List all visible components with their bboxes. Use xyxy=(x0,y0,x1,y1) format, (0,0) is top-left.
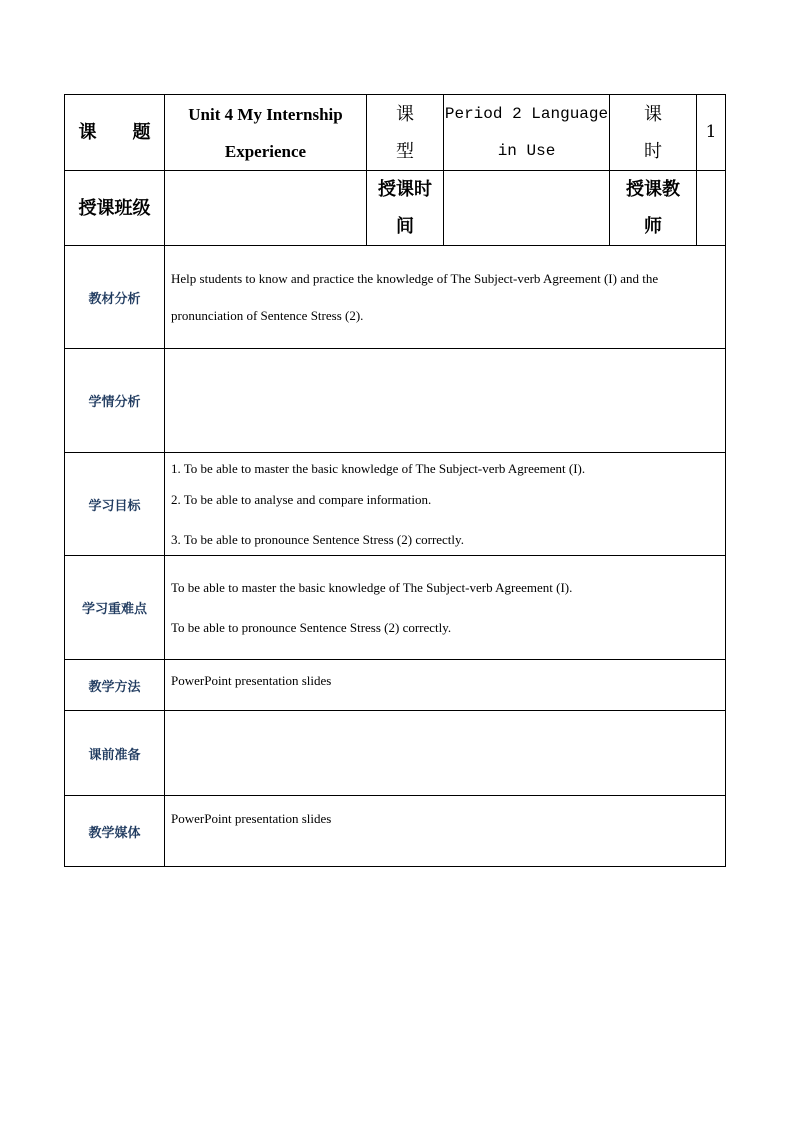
time-label: 授课时间 xyxy=(367,171,444,246)
row-label: 教学方法 xyxy=(65,660,165,711)
teacher-label: 授课教师 xyxy=(610,171,697,246)
row-preparation xyxy=(65,711,726,796)
row-content xyxy=(165,556,726,660)
row-content xyxy=(165,453,726,556)
content-line: 1. To be able to master the basic knowledge of The Subject-verb Agreement (I). xyxy=(171,460,586,476)
row-key-difficulties xyxy=(65,556,726,660)
type-value: Period 2 Language in Use xyxy=(444,95,610,171)
content-line: To be able to pronounce Sentence Stress (2) correctly. xyxy=(171,619,452,635)
content-line: PowerPoint presentation slides xyxy=(171,811,332,826)
row-label: 课前准备 xyxy=(65,711,165,796)
row-label: 教学媒体 xyxy=(65,796,165,867)
content-line: Help students to know and practice the knowledge of The Subject-verb Agreement (I) and the pronunciation of Sentence Stress (2). xyxy=(171,271,659,323)
row-content xyxy=(165,349,726,453)
content-line: 2. To be able to analyse and compare information. xyxy=(171,491,432,507)
row-content xyxy=(165,711,726,796)
hours-value: 1 xyxy=(697,95,726,171)
content-line: PowerPoint presentation slides xyxy=(171,673,332,688)
hours-label: 课 时 xyxy=(610,95,697,171)
class-label: 授课班级 xyxy=(65,171,165,246)
time-value xyxy=(444,171,610,246)
row-label: 教材分析 xyxy=(65,246,165,349)
row-label: 学习目标 xyxy=(65,453,165,556)
teacher-value xyxy=(697,171,726,246)
row-content xyxy=(165,246,726,349)
row-teaching-media xyxy=(65,796,726,867)
topic-label: 课 题 xyxy=(65,95,165,171)
class-value xyxy=(165,171,367,246)
header-row-2 xyxy=(65,171,726,246)
row-content xyxy=(165,796,726,867)
lesson-plan-table xyxy=(64,94,726,867)
topic-value: Unit 4 My Internship Experience xyxy=(165,95,367,171)
row-learning-objectives xyxy=(65,453,726,556)
row-student-analysis xyxy=(65,349,726,453)
row-label: 学习重难点 xyxy=(65,556,165,660)
row-material-analysis xyxy=(65,246,726,349)
row-teaching-methods xyxy=(65,660,726,711)
row-content xyxy=(165,660,726,711)
header-row-1 xyxy=(65,95,726,171)
row-label: 学情分析 xyxy=(65,349,165,453)
type-label: 课 型 xyxy=(367,95,444,171)
content-line: To be able to master the basic knowledge of The Subject-verb Agreement (I). xyxy=(171,579,573,595)
content-line: 3. To be able to pronounce Sentence Stress (2) correctly. xyxy=(171,531,464,547)
